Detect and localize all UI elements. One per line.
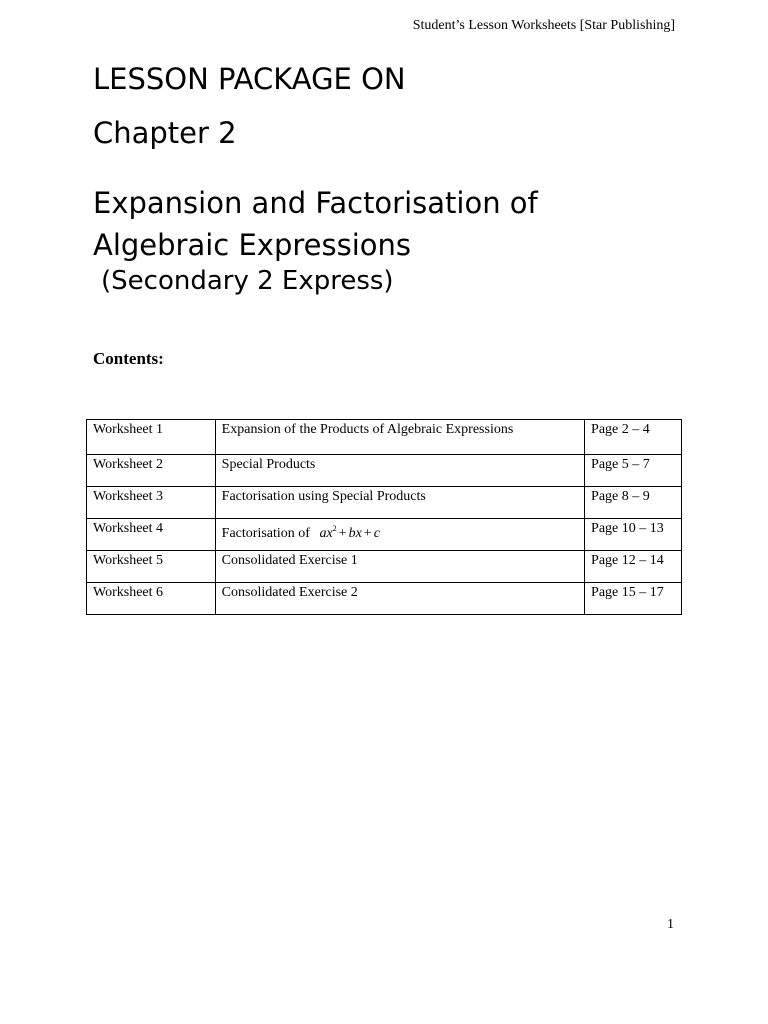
math-plus: +: [338, 526, 347, 541]
math-exponent: 2: [332, 524, 337, 533]
pages-cell: Page 10 – 13: [585, 519, 682, 551]
worksheet-cell: Worksheet 1: [87, 420, 216, 455]
math-plus: +: [363, 526, 372, 541]
pages-cell: Page 5 – 7: [585, 455, 682, 487]
table-row: [87, 420, 682, 455]
topic-text: Factorisation of: [221, 526, 310, 541]
contents-heading: Contents:: [93, 349, 164, 368]
worksheet-cell: Worksheet 3: [87, 487, 216, 519]
contents-table: [86, 419, 682, 615]
title-chapter: Chapter 2: [93, 116, 237, 150]
table-row: [87, 583, 682, 615]
topic-cell: Factorisation using Special Products: [215, 487, 584, 519]
topic-cell: Special Products: [215, 455, 584, 487]
quadratic-expression: [319, 526, 379, 541]
math-term-a: ax: [319, 526, 333, 541]
worksheet-cell: Worksheet 4: [87, 519, 216, 551]
topic-cell: Consolidated Exercise 2: [215, 583, 584, 615]
worksheet-cell: Worksheet 5: [87, 551, 216, 583]
pages-cell: Page 12 – 14: [585, 551, 682, 583]
pages-cell: Page 8 – 9: [585, 487, 682, 519]
worksheet-cell: Worksheet 2: [87, 455, 216, 487]
pages-cell: Page 2 – 4: [585, 420, 682, 455]
table-row: [87, 551, 682, 583]
math-term-c: c: [373, 526, 380, 541]
topic-cell: Consolidated Exercise 1: [215, 551, 584, 583]
table-row: [87, 487, 682, 519]
topic-cell: [215, 519, 584, 551]
title-chapter-name: Expansion and Factorisation of Algebraic Expressions: [93, 186, 538, 262]
topic-cell: Expansion of the Products of Algebraic Expressions: [215, 420, 584, 455]
worksheet-cell: Worksheet 6: [87, 583, 216, 615]
pages-cell: Page 15 – 17: [585, 583, 682, 615]
page-number: 1: [667, 917, 674, 932]
table-row: [87, 519, 682, 551]
title-level: (Secondary 2 Express): [101, 266, 394, 296]
math-term-b: bx: [348, 526, 362, 541]
running-header: Student’s Lesson Worksheets [Star Publishing]: [412, 18, 675, 33]
table-row: [87, 455, 682, 487]
title-lesson-package: LESSON PACKAGE ON: [93, 62, 406, 96]
